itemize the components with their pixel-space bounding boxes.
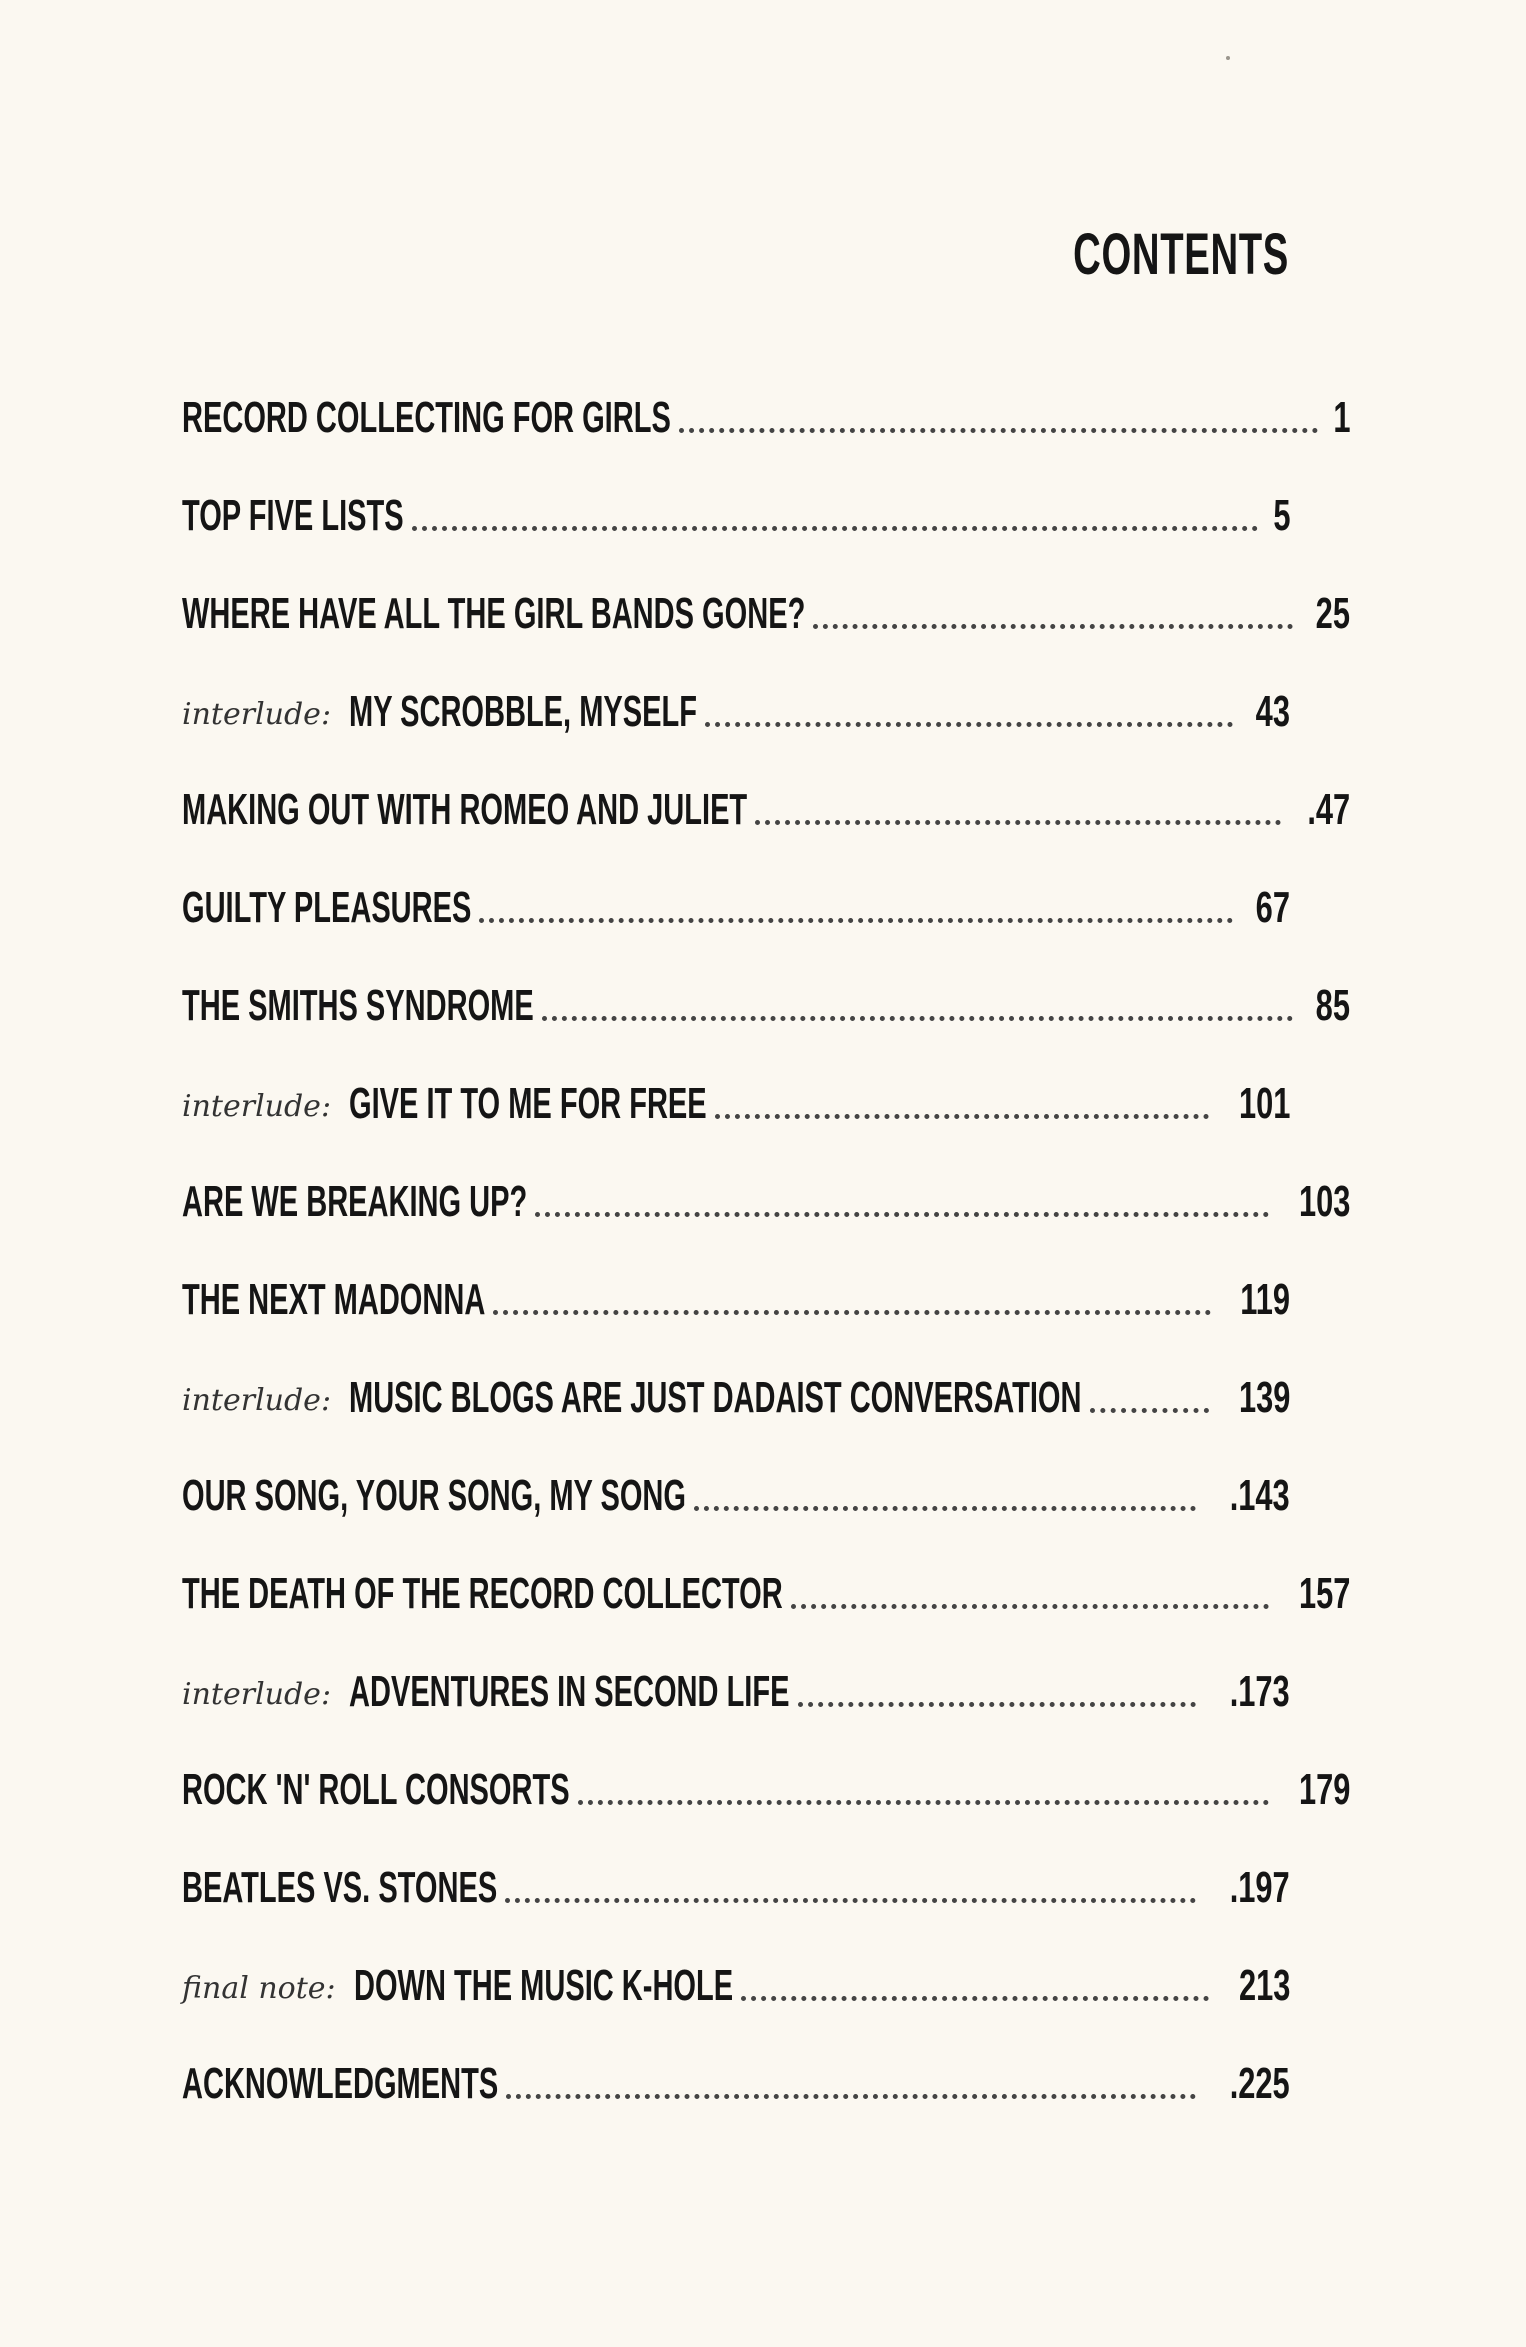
toc-entry[interactable] xyxy=(182,478,1290,538)
toc-entry[interactable] xyxy=(182,870,1290,930)
dot-leader xyxy=(694,1506,1196,1511)
toc-entry-prefix: interlude: xyxy=(182,1677,332,1712)
toc-entry[interactable] xyxy=(182,576,1350,636)
toc-entry-page-number: .197 xyxy=(1230,1863,1290,1912)
toc-entry-page-number: 43 xyxy=(1255,687,1290,736)
toc-entry[interactable] xyxy=(182,2046,1290,2106)
toc-entry-page-number: 119 xyxy=(1240,1275,1290,1324)
toc-entry-title: DOWN THE MUSIC K-HOLE xyxy=(353,1961,733,2010)
toc-entry-title: ARE WE BREAKING UP? xyxy=(182,1177,528,1226)
toc-entry-page-number: .143 xyxy=(1230,1471,1290,1520)
toc-entry-title: WHERE HAVE ALL THE GIRL BANDS GONE? xyxy=(182,589,806,638)
toc-entry[interactable] xyxy=(182,1360,1290,1420)
dot-leader xyxy=(741,1996,1209,2001)
toc-entry-page-number: 1 xyxy=(1332,393,1350,442)
toc-entry-title: MAKING OUT WITH ROMEO AND JULIET xyxy=(182,785,748,834)
dot-leader xyxy=(798,1702,1197,1707)
dot-leader xyxy=(715,1114,1209,1119)
dot-leader xyxy=(535,1212,1268,1217)
toc-entry-prefix: interlude: xyxy=(182,1383,332,1418)
toc-entry-title: TOP FIVE LISTS xyxy=(182,491,404,540)
toc-entry-title: THE SMITHS SYNDROME xyxy=(182,981,534,1030)
toc-entry[interactable] xyxy=(182,1556,1350,1616)
toc-entry[interactable] xyxy=(182,1066,1290,1126)
toc-entry-page-number: 5 xyxy=(1272,491,1290,540)
toc-entry[interactable] xyxy=(182,1654,1290,1714)
toc-entry-title: MUSIC BLOGS ARE JUST DADAIST CONVERSATION xyxy=(349,1373,1082,1422)
toc-entry-page-number: 25 xyxy=(1315,589,1350,638)
dot-leader xyxy=(813,624,1293,629)
toc-entry-page-number: .225 xyxy=(1230,2059,1290,2108)
dot-leader xyxy=(679,428,1318,433)
toc-entry[interactable] xyxy=(182,1458,1290,1518)
dot-leader xyxy=(578,1800,1269,1805)
toc-entry-prefix: interlude: xyxy=(182,697,332,732)
toc-entry-page-number: 213 xyxy=(1238,1961,1290,2010)
dot-leader xyxy=(412,526,1258,531)
page-title: CONTENTS xyxy=(1073,222,1289,287)
dot-leader xyxy=(755,820,1281,825)
toc-entry-prefix: final note: xyxy=(182,1971,336,2006)
toc-entry-title: OUR SONG, YOUR SONG, MY SONG xyxy=(182,1471,686,1520)
toc-entry-title: RECORD COLLECTING FOR GIRLS xyxy=(182,393,671,442)
toc-entry[interactable] xyxy=(182,968,1350,1028)
page-speck xyxy=(1226,56,1230,60)
toc-entry-title: THE NEXT MADONNA xyxy=(182,1275,486,1324)
toc-entry-page-number: 157 xyxy=(1298,1569,1350,1618)
toc-entry-page-number: 67 xyxy=(1255,883,1290,932)
toc-entry[interactable] xyxy=(182,1164,1350,1224)
dot-leader xyxy=(479,918,1233,923)
toc-entry[interactable] xyxy=(182,1752,1350,1812)
dot-leader xyxy=(505,1898,1196,1903)
toc-entry[interactable] xyxy=(182,772,1350,832)
toc-entry-page-number: 101 xyxy=(1238,1079,1290,1128)
toc-entry-title: MY SCROBBLE, MYSELF xyxy=(349,687,698,736)
dot-leader xyxy=(493,1310,1211,1315)
toc-entry-page-number: 85 xyxy=(1315,981,1350,1030)
toc-entry[interactable] xyxy=(182,1948,1290,2008)
dot-leader xyxy=(791,1604,1269,1609)
toc-entry-page-number: 139 xyxy=(1238,1373,1290,1422)
toc-entry-page-number: .173 xyxy=(1230,1667,1290,1716)
toc-entry-title: ROCK 'N' ROLL CONSORTS xyxy=(182,1765,570,1814)
toc-entry-page-number: 103 xyxy=(1298,1177,1350,1226)
toc-entry[interactable] xyxy=(182,1262,1290,1322)
toc-entry-title: ADVENTURES IN SECOND LIFE xyxy=(349,1667,790,1716)
toc-entry-title: GIVE IT TO ME FOR FREE xyxy=(349,1079,707,1128)
toc-entry[interactable] xyxy=(182,674,1290,734)
dot-leader xyxy=(1090,1408,1209,1413)
toc-entry-title: GUILTY PLEASURES xyxy=(182,883,472,932)
dot-leader xyxy=(506,2094,1196,2099)
toc-entry-title: ACKNOWLEDGMENTS xyxy=(182,2059,499,2108)
toc-entry[interactable] xyxy=(182,1850,1290,1910)
toc-entry[interactable] xyxy=(182,380,1350,440)
dot-leader xyxy=(542,1016,1293,1021)
toc-entry-prefix: interlude: xyxy=(182,1089,332,1124)
toc-entry-title: THE DEATH OF THE RECORD COLLECTOR xyxy=(182,1569,783,1618)
toc-entry-title: BEATLES VS. STONES xyxy=(182,1863,498,1912)
toc-entry-page-number: 179 xyxy=(1298,1765,1350,1814)
toc-entry-page-number: .47 xyxy=(1307,785,1350,834)
dot-leader xyxy=(705,722,1233,727)
